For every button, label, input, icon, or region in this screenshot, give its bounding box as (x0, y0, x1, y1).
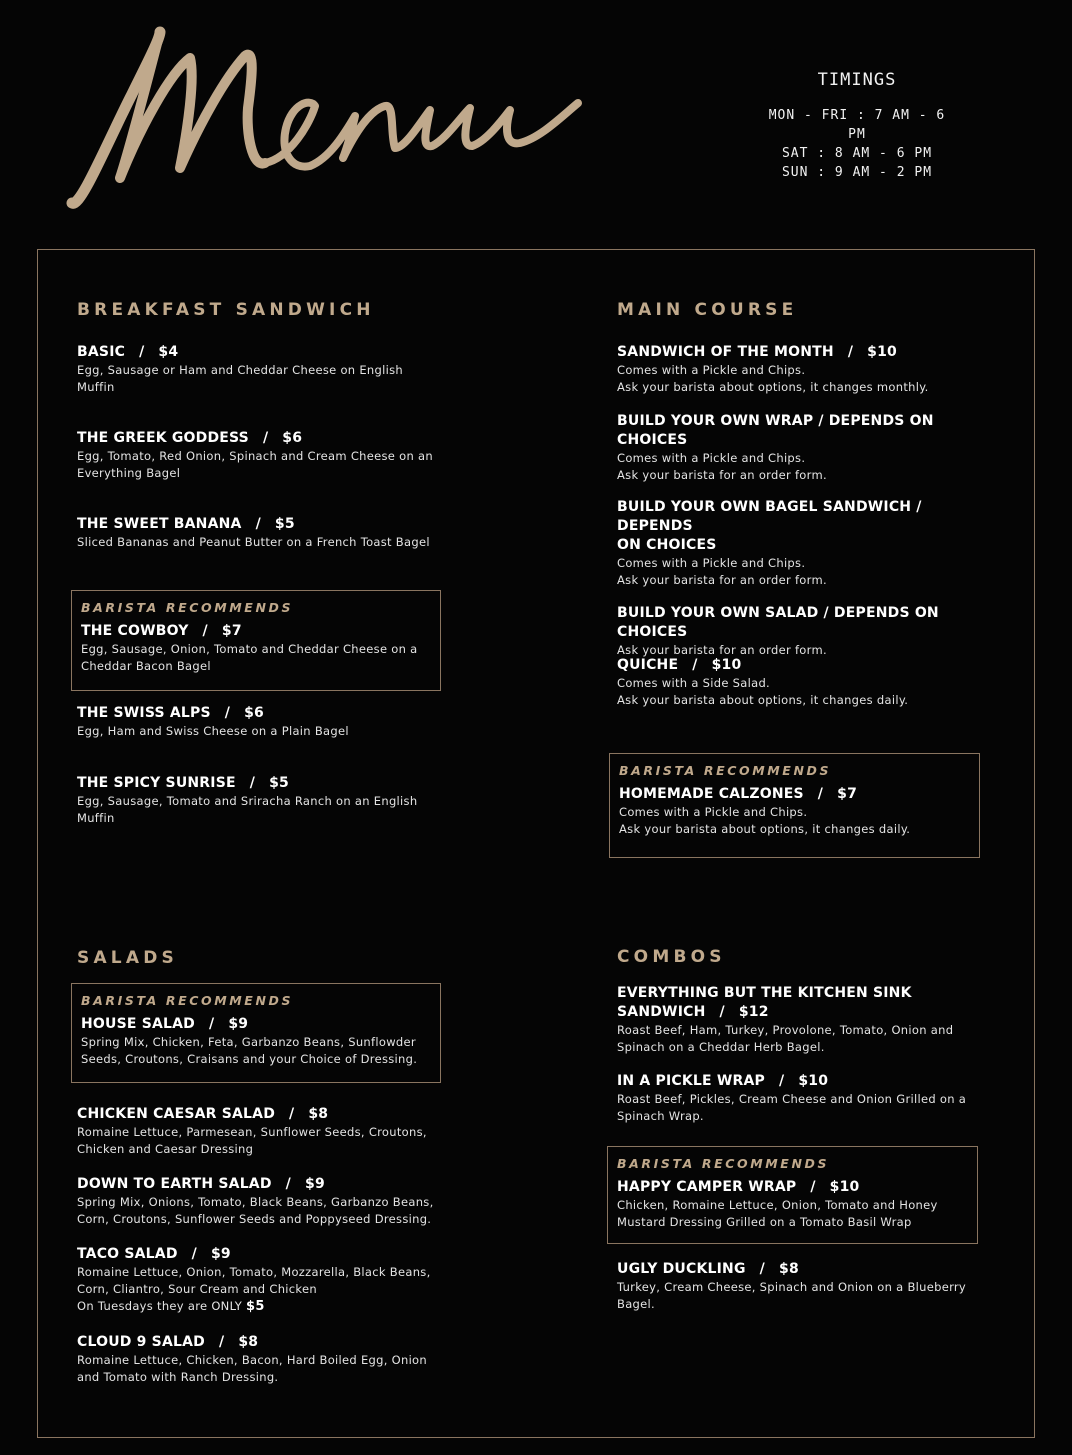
menu-item: IN A PICKLE WRAP / $10 Roast Beef, Pickles, Cream Cheese and Onion Grilled on a Spinach Wrap. (617, 1072, 987, 1125)
menu-item (617, 412, 997, 484)
item-price: $5 (274, 516, 295, 532)
menu-item: TACO SALAD / $9 Romaine Lettuce, Onion, Tomato, Mozzarella, Black Beans, Corn, Cliantro, Sour Cream and Chicken On Tuesdays they are ONLY $5 (77, 1245, 447, 1315)
item-price: $4 (158, 344, 179, 360)
item-desc: Spring Mix, Chicken, Feta, Garbanzo Beans, Sunflowder (81, 1035, 416, 1049)
item-desc: Chicken and Caesar Dressing (77, 1142, 254, 1156)
item-price: $10 (711, 657, 742, 673)
barista-recommends-box: BARISTA RECOMMENDS HOUSE SALAD / $9 Spring Mix, Chicken, Feta, Garbanzo Beans, Sunflowder Seeds, Croutons, Craisans and your Choice of Dressing. (71, 983, 441, 1083)
item-desc: Egg, Tomato, Red Onion, Spinach and Cream Cheese on an (77, 449, 433, 463)
item-desc: Roast Beef, Pickles, Cream Cheese and Onion Grilled on a (617, 1092, 967, 1106)
menu-item: UGLY DUCKLING / $8 Turkey, Cream Cheese, Spinach and Onion on a Blueberry Bagel. (617, 1260, 987, 1313)
item-desc: Ask your barista about options, it changes daily. (617, 693, 909, 707)
section-title-salads: SALADS (77, 948, 178, 968)
item-desc: Ask your barista for an order form. (617, 573, 827, 587)
item-name: ON CHOICES (617, 537, 717, 553)
item-desc: Muffin (77, 380, 115, 394)
item-name: QUICHE (617, 657, 679, 673)
item-desc: Ask your barista for an order form. (617, 468, 827, 482)
menu-item: CHICKEN CAESAR SALAD / $8 Romaine Lettuce, Parmesean, Sunflower Seeds, Croutons, Chicken and Caesar Dressing (77, 1105, 447, 1158)
item-price: $6 (282, 430, 303, 446)
item-price: $9 (305, 1176, 325, 1192)
menu-item: CLOUD 9 SALAD / $8 Romaine Lettuce, Chicken, Bacon, Hard Boiled Egg, Onion and Tomato with Ranch Dressing. (77, 1333, 447, 1386)
item-note (77, 1298, 447, 1315)
item-desc: Mustard Dressing Grilled on a Tomato Basil Wrap (617, 1215, 912, 1229)
item-price: $9 (228, 1016, 249, 1032)
item-name: DOWN TO EARTH SALAD (77, 1176, 272, 1192)
menu-item: BASIC / $4 Egg, Sausage or Ham and Cheddar Cheese on English Muffin (77, 343, 457, 396)
item-name: BUILD YOUR OWN WRAP / DEPENDS ON CHOICES (617, 413, 934, 448)
item-desc: Everything Bagel (77, 466, 181, 480)
item-desc: Spinach on a Cheddar Herb Bagel. (617, 1040, 825, 1054)
item-desc: Comes with a Pickle and Chips. (619, 805, 808, 819)
item-name: HAPPY CAMPER WRAP (617, 1179, 797, 1195)
item-desc: Bagel. (617, 1297, 655, 1311)
item-desc: Romaine Lettuce, Chicken, Bacon, Hard Boiled Egg, Onion (77, 1353, 427, 1367)
item-name: BUILD YOUR OWN BAGEL SANDWICH / DEPENDS (617, 499, 922, 534)
item-name: CHICKEN CAESAR SALAD (77, 1106, 276, 1122)
menu-item: SANDWICH OF THE MONTH / $10 Comes with a Pickle and Chips. Ask your barista about options, it changes monthly. (617, 343, 997, 396)
item-price: $5 (269, 775, 289, 791)
item-name: THE COWBOY (81, 623, 189, 639)
item-name: THE GREEK GODDESS (77, 430, 249, 446)
item-price: $7 (837, 786, 858, 802)
item-desc: Chicken, Romaine Lettuce, Onion, Tomato and Honey (617, 1198, 938, 1212)
item-name: BUILD YOUR OWN SALAD / DEPENDS ON CHOICES (617, 605, 939, 640)
barista-recommends-box: BARISTA RECOMMENDS HAPPY CAMPER WRAP / $10 Chicken, Romaine Lettuce, Onion, Tomato and Honey Mustard Dressing Grilled on a Tomato Basil Wrap (607, 1146, 978, 1244)
item-price: $9 (210, 1246, 231, 1262)
item-price: $7 (221, 623, 242, 639)
menu-item: QUICHE / $10 Comes with a Side Salad. Ask your barista about options, it changes daily. (617, 656, 997, 709)
menu-item: DOWN TO EARTH SALAD / $9 Spring Mix, Onions, Tomato, Black Beans, Garbanzo Beans, Corn, Croutons, Sunflower Seeds and Poppyseed Dressing. (77, 1175, 447, 1228)
menu-item (617, 604, 997, 659)
item-price: $8 (238, 1334, 259, 1350)
item-desc: Muffin (77, 811, 115, 825)
menu-logo (60, 18, 600, 223)
item-price: $10 (798, 1073, 829, 1089)
item-desc: Egg, Ham and Swiss Cheese on a Plain Bagel (77, 724, 349, 738)
item-name: UGLY DUCKLING (617, 1261, 746, 1277)
item-name: TACO SALAD (77, 1246, 178, 1262)
item-desc: Turkey, Cream Cheese, Spinach and Onion on a Blueberry (617, 1280, 967, 1294)
menu-item: THE SWEET BANANA / $5 Sliced Bananas and Peanut Butter on a French Toast Bagel (77, 515, 447, 551)
item-desc: Corn, Cliantro, Sour Cream and Chicken (77, 1282, 317, 1296)
item-desc: Egg, Sausage, Tomato and Sriracha Ranch on an English (77, 794, 418, 808)
item-desc: Romaine Lettuce, Onion, Tomato, Mozzarella, Black Beans, (77, 1265, 431, 1279)
item-name: THE SWEET BANANA (77, 516, 242, 532)
item-desc: Spring Mix, Onions, Tomato, Black Beans, Garbanzo Beans, (77, 1195, 434, 1209)
section-title-combos: COMBOS (617, 947, 726, 967)
barista-recommends-box: BARISTA RECOMMENDS THE COWBOY / $7 Egg, Sausage, Onion, Tomato and Cheddar Cheese on a Cheddar Bacon Bagel (71, 590, 441, 691)
timings-saturday: SAT : 8 AM - 6 PM (781, 146, 933, 161)
item-desc: Cheddar Bacon Bagel (81, 659, 211, 673)
recommend-label: BARISTA RECOMMENDS (619, 763, 832, 778)
recommend-label: BARISTA RECOMMENDS (617, 1156, 830, 1171)
menu-item (617, 498, 997, 589)
item-desc: Seeds, Croutons, Craisans and your Choice of Dressing. (81, 1052, 418, 1066)
item-desc: Ask your barista about options, it changes monthly. (617, 380, 929, 394)
menu-item: THE SPICY SUNRISE / $5 Egg, Sausage, Tomato and Sriracha Ranch on an English Muffin (77, 774, 457, 827)
item-desc: Comes with a Side Salad. (617, 676, 771, 690)
item-desc: Egg, Sausage or Ham and Cheddar Cheese on English (77, 363, 403, 377)
section-title-breakfast: BREAKFAST SANDWICH (77, 300, 375, 320)
item-desc: Egg, Sausage, Onion, Tomato and Cheddar Cheese on a (81, 642, 418, 656)
item-desc: Comes with a Pickle and Chips. (617, 363, 806, 377)
item-desc: Spinach Wrap. (617, 1109, 704, 1123)
item-name: EVERYTHING BUT THE KITCHEN SINK (617, 985, 912, 1001)
tuesday-price: $5 (246, 1299, 265, 1314)
item-desc: Comes with a Pickle and Chips. (617, 451, 806, 465)
item-desc: Romaine Lettuce, Parmesean, Sunflower Seeds, Croutons, (77, 1125, 427, 1139)
menu-item: EVERYTHING BUT THE KITCHEN SINK SANDWICH / $12 Roast Beef, Ham, Turkey, Provolone, Tomato, Onion and Spinach on a Cheddar Herb Bagel. (617, 984, 982, 1056)
barista-recommends-box: BARISTA RECOMMENDS HOMEMADE CALZONES / $7 Comes with a Pickle and Chips. Ask your barista about options, it changes daily. (609, 753, 980, 858)
timings-weekday: MON - FRI : 7 AM - 6 PM (768, 108, 946, 142)
item-name: SANDWICH (617, 1004, 706, 1020)
recommend-label: BARISTA RECOMMENDS (81, 993, 294, 1008)
item-desc: Sliced Bananas and Peanut Butter on a French Toast Bagel (77, 535, 430, 549)
timings-sunday: SUN : 9 AM - 2 PM (781, 165, 933, 180)
item-price: $8 (779, 1261, 799, 1277)
item-price: $12 (738, 1004, 769, 1020)
item-name: CLOUD 9 SALAD (77, 1334, 205, 1350)
item-name: HOMEMADE CALZONES (619, 786, 804, 802)
item-price: $10 (829, 1179, 860, 1195)
timings-block (757, 70, 957, 182)
item-name: SANDWICH OF THE MONTH (617, 344, 834, 360)
timings-title: TIMINGS (817, 70, 897, 90)
item-desc: Ask your barista for an order form. (617, 643, 827, 657)
item-price: $6 (244, 705, 264, 721)
item-price: $10 (867, 344, 897, 360)
item-desc: Roast Beef, Ham, Turkey, Provolone, Tomato, Onion and (617, 1023, 954, 1037)
item-name: THE SWISS ALPS (77, 705, 211, 721)
tuesday-note: On Tuesdays they are ONLY (77, 1299, 243, 1313)
section-title-main-course: MAIN COURSE (617, 300, 798, 320)
menu-item: THE SWISS ALPS / $6 Egg, Ham and Swiss Cheese on a Plain Bagel (77, 704, 457, 740)
item-desc: Ask your barista about options, it changes daily. (619, 822, 911, 836)
item-name: IN A PICKLE WRAP (617, 1073, 765, 1089)
menu-item: THE GREEK GODDESS / $6 Egg, Tomato, Red Onion, Spinach and Cream Cheese on an Everything Bagel (77, 429, 447, 482)
item-price: $8 (308, 1106, 329, 1122)
recommend-label: BARISTA RECOMMENDS (81, 600, 294, 615)
item-desc: Comes with a Pickle and Chips. (617, 556, 806, 570)
item-name: THE SPICY SUNRISE (77, 775, 236, 791)
item-desc: and Tomato with Ranch Dressing. (77, 1370, 279, 1384)
item-name: BASIC (77, 344, 126, 360)
item-name: HOUSE SALAD (81, 1016, 196, 1032)
item-desc: Corn, Croutons, Sunflower Seeds and Poppyseed Dressing. (77, 1212, 432, 1226)
